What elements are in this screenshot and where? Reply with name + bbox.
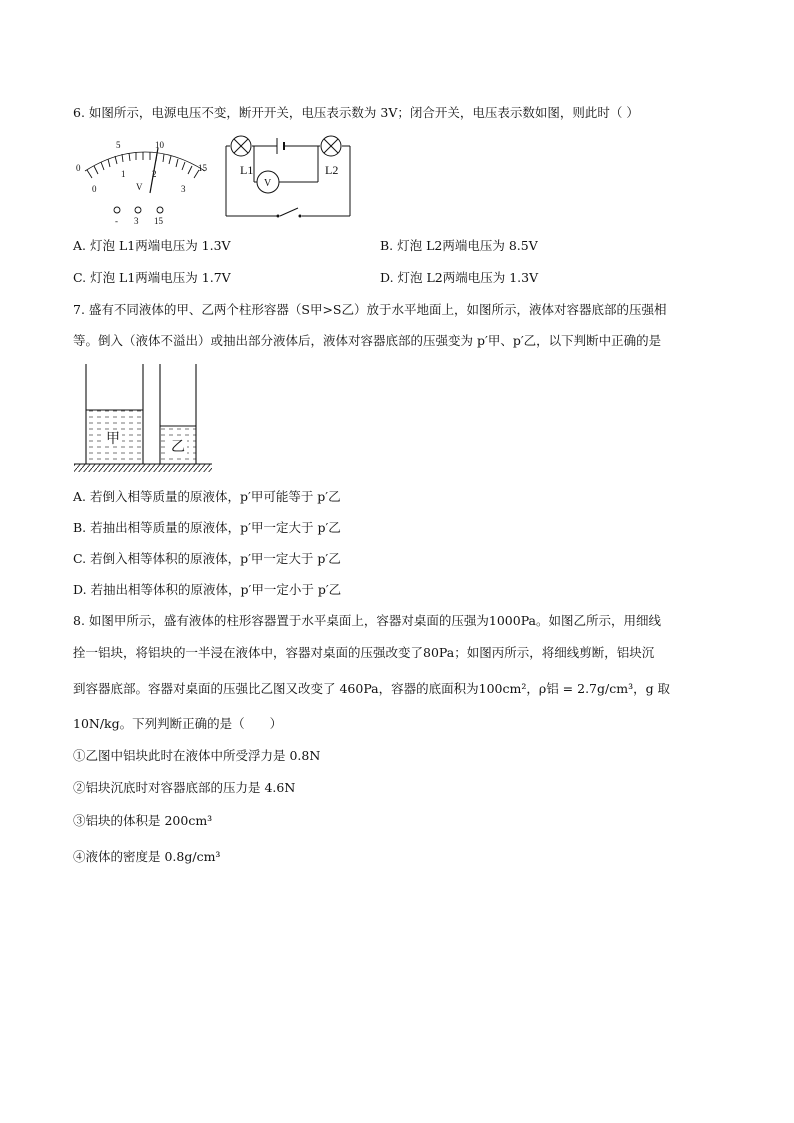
q7-stem-line1: 7. 盛有不同液体的甲、乙两个柱形容器（S甲>S乙）放于水平地面上，如图所示，液体对容器底部的压强相 xyxy=(73,302,667,317)
outer-tick-10: 10 xyxy=(155,140,164,150)
inner-tick-0: 0 xyxy=(92,184,97,194)
containers-figure xyxy=(72,360,214,476)
q8-line3: 到容器底部。容器对桌面的压强比乙图又改变了 460Pa，容器的底面积为100cm²，ρ铝 = 2.7g/cm³，g 取 xyxy=(73,681,671,696)
circuit-label-l1: L1 xyxy=(240,163,254,177)
q8-statement-1: ①乙图中铝块此时在液体中所受浮力是 0.8N xyxy=(73,748,321,763)
q8-statement-2: ②铝块沉底时对容器底部的压力是 4.6N xyxy=(73,780,296,795)
inner-tick-2: 2 xyxy=(152,169,157,179)
label-yi: 乙 xyxy=(171,439,185,455)
meter-unit: V xyxy=(136,182,143,192)
inner-tick-1: 1 xyxy=(121,169,126,179)
q6-option-c: C. 灯泡 L1两端电压为 1.7V xyxy=(73,270,231,285)
q8-statement-3: ③铝块的体积是 200cm³ xyxy=(73,813,213,828)
q6-option-b: B. 灯泡 L2两端电压为 8.5V xyxy=(380,238,538,253)
q7-option-a: A. 若倒入相等质量的原液体，p′甲可能等于 p′乙 xyxy=(73,489,341,504)
label-jia: 甲 xyxy=(106,431,120,447)
circuit-label-v: V xyxy=(264,178,272,189)
terminal-3 xyxy=(135,207,141,213)
terminal-neg xyxy=(114,207,120,213)
q7-option-c: C. 若倒入相等体积的原液体，p′甲一定大于 p′乙 xyxy=(73,551,341,566)
q8-line1: 8. 如图甲所示，盛有液体的柱形容器置于水平桌面上，容器对桌面的压强为1000Pa。如图乙所示，用细线 xyxy=(73,613,662,628)
inner-tick-3: 3 xyxy=(181,184,186,194)
q8-line4: 10N/kg。下列判断正确的是（ ） xyxy=(73,716,283,731)
q7-stem-line2: 等。倒入（液体不溢出）或抽出部分液体后，液体对容器底部的压强变为 p′甲、p′乙，以下判断中正确的是 xyxy=(73,333,662,348)
circuit-diagram xyxy=(222,134,354,220)
outer-tick-15: 15 xyxy=(198,163,207,173)
terminal-15 xyxy=(157,207,163,213)
switch-arm xyxy=(280,208,298,216)
q8-line2: 拴一铝块，将铝块的一半浸在液体中，容器对桌面的压强改变了80Pa；如图丙所示，将细线剪断，铝块沉 xyxy=(73,645,655,660)
outer-tick-0: 0 xyxy=(76,163,81,173)
outer-tick-5: 5 xyxy=(116,140,121,150)
ground-hatch xyxy=(74,464,212,472)
voltmeter-dial-figure xyxy=(70,138,220,230)
q7-option-b: B. 若抽出相等质量的原液体，p′甲一定大于 p′乙 xyxy=(73,520,341,535)
q6-option-d: D. 灯泡 L2两端电压为 1.3V xyxy=(380,270,539,285)
q6-stem: 6. 如图所示，电源电压不变，断开开关，电压表示数为 3V；闭合开关，电压表示数如图，则此时（ ） xyxy=(73,105,639,120)
terminal-15-label: 15 xyxy=(154,216,163,226)
terminal-neg-label: - xyxy=(115,216,118,226)
q6-option-a: A. 灯泡 L1两端电压为 1.3V xyxy=(73,238,231,253)
dial-arc xyxy=(85,152,205,178)
q7-option-d: D. 若抽出相等体积的原液体，p′甲一定小于 p′乙 xyxy=(73,582,342,597)
q8-statement-4: ④液体的密度是 0.8g/cm³ xyxy=(73,849,221,864)
terminal-3-label: 3 xyxy=(134,216,139,226)
circuit-label-l2: L2 xyxy=(325,163,339,177)
